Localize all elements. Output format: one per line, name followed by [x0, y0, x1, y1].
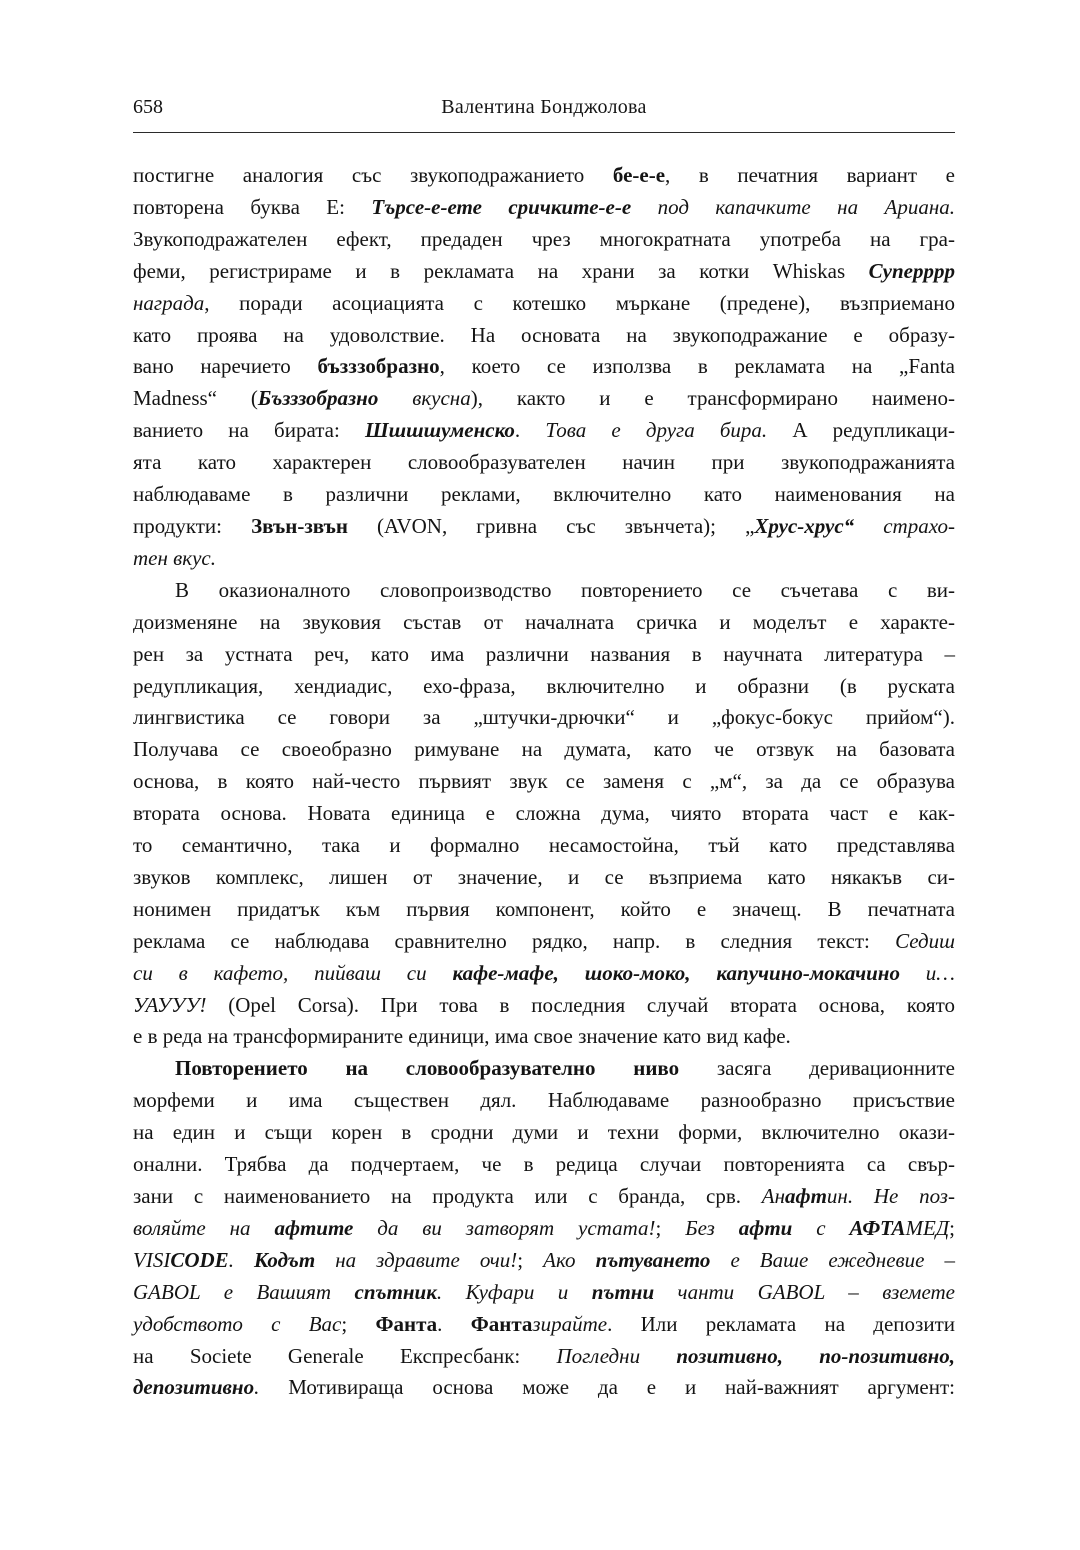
text-segment: В оказионалното словопроизводство повторението се съчетава с ви-: [175, 577, 955, 602]
text-segment: страхо-: [854, 513, 955, 538]
text-line: [133, 798, 955, 830]
text-segment: е Ваше ежедневие –: [710, 1247, 956, 1272]
text-segment: под капачките на Ариана.: [631, 194, 955, 219]
text-segment: звуков комплекс, лишен от значение, и се възприема като някакъв си-: [133, 864, 955, 889]
text-segment: Повторението на словообразувателно ниво: [175, 1056, 680, 1081]
text-segment: Търсе-е-ете сричките-е-е: [371, 194, 632, 219]
paragraph: [133, 1053, 955, 1404]
text-segment: ;: [949, 1215, 955, 1240]
text-segment: лингвистика се говори за „штучки-дрючки“ и „фокус-бокус прийом“).: [133, 705, 955, 730]
text-segment: УАУУУ!: [133, 992, 207, 1017]
text-line: [133, 990, 955, 1022]
paragraph: [133, 575, 955, 1054]
text-segment: редупликация, хендиадис, ехо-фраза, включително и образни (в руската: [133, 673, 955, 698]
text-line: [133, 1309, 955, 1341]
text-segment: афтите: [274, 1215, 354, 1240]
text-line: [133, 256, 955, 288]
text-segment: онални. Трябва да подчертаем, че в редица случаи повторенията са свър-: [133, 1152, 955, 1177]
text-segment: Това е друга бира.: [545, 418, 768, 443]
text-segment: А редупликаци-: [767, 418, 955, 443]
text-segment: Фанта: [470, 1311, 533, 1336]
text-segment: CODE: [170, 1247, 229, 1272]
text-segment: награда: [133, 290, 205, 315]
text-line: [133, 320, 955, 352]
text-segment: с: [792, 1215, 850, 1240]
text-segment: то семантично, така и формално несамостойна, тъй като представлява: [133, 833, 955, 858]
text-segment: вкусна: [378, 386, 471, 411]
text-line: [133, 224, 955, 256]
text-line: [133, 383, 955, 415]
text-line: [133, 1085, 955, 1117]
text-segment: Ако: [543, 1247, 596, 1272]
text-line: [133, 926, 955, 958]
text-segment: морфеми и има съществен дял. Наблюдаваме разнообразно присъствие: [133, 1088, 955, 1113]
text-segment: Погледни: [556, 1343, 677, 1368]
text-segment: е в реда на трансформираните единици, има свое значение като вид кафе.: [133, 1024, 791, 1049]
text-line: [133, 766, 955, 798]
text-segment: афти: [738, 1215, 793, 1240]
text-segment: Звън-звън: [251, 513, 348, 538]
text-segment: повторена буква Е:: [133, 194, 372, 219]
text-segment: GABOL е Вашият: [133, 1279, 355, 1304]
text-segment: . Куфари и: [436, 1279, 592, 1304]
text-segment: бъзззобразно: [317, 354, 440, 379]
text-segment: и…: [899, 960, 955, 985]
text-segment: Madness“ (: [133, 386, 258, 411]
text-segment: ;: [655, 1215, 686, 1240]
text-segment: , поради асоциацията с котешко мъркане (предене), възприемано: [204, 290, 955, 315]
paragraph: [133, 160, 955, 575]
text-segment: VISI: [133, 1247, 171, 1272]
text-segment: .: [514, 418, 546, 443]
text-segment: си в кафето, пийваш си: [133, 960, 453, 985]
text-segment: нонимен придатък към първия компонент, който е значещ. В печатната: [133, 896, 955, 921]
text-segment: пътуването: [595, 1247, 711, 1272]
text-segment: Мотивираща основа може да е и най-важният аргумент:: [288, 1375, 956, 1400]
text-line: [133, 1245, 955, 1277]
text-segment: , в печатния вариант е: [665, 163, 955, 187]
text-segment: пътни: [591, 1279, 655, 1304]
text-segment: зани с наименованието на продукта или с бранда, срв.: [133, 1184, 762, 1208]
text-line: [133, 639, 955, 671]
text-segment: реклама се наблюдава сравнително рядко, напр. в следния текст:: [133, 928, 896, 953]
page-number: 658: [133, 96, 163, 118]
text-segment: спътник: [354, 1279, 437, 1304]
text-segment: на здравите очи!: [315, 1247, 518, 1272]
text-line: [133, 1181, 955, 1213]
text-segment: ванието на бирата:: [133, 418, 365, 443]
text-segment: АФТА: [849, 1215, 906, 1240]
text-segment: като проява на удоволствие. На основата на звукоподражание е образу-: [133, 322, 955, 347]
text-segment: удобството с Вас: [133, 1311, 342, 1336]
text-segment: воляйте на: [133, 1215, 275, 1240]
text-segment: ;: [517, 1247, 544, 1272]
text-line: [133, 1277, 955, 1309]
text-segment: Шшшшуменско: [364, 418, 515, 443]
text-segment: бе-е-е: [612, 163, 666, 187]
text-segment: Фанта: [375, 1311, 438, 1336]
running-head-author: Валентина Бонджолова: [441, 96, 647, 118]
text-segment: Ан: [761, 1184, 786, 1208]
text-segment: Бъзззобразно: [257, 386, 379, 411]
text-segment: .: [254, 1375, 289, 1400]
text-line: [133, 160, 955, 192]
text-segment: ;: [341, 1311, 376, 1336]
text-line: [133, 1149, 955, 1181]
text-line: [133, 1053, 955, 1085]
text-line: [133, 702, 955, 734]
text-segment: МЕД: [905, 1215, 950, 1240]
text-line: [133, 543, 955, 575]
text-segment: .: [228, 1247, 254, 1272]
text-segment: кафе-мафе, шоко-моко, капучино-мокачино: [452, 960, 900, 985]
text-segment: Хрус-хрус“: [754, 513, 855, 538]
text-segment: афт: [785, 1184, 827, 1208]
text-segment: основа, в която най-често първият звук се заменя с „м“, за да се образува: [133, 769, 955, 794]
text-line: [133, 958, 955, 990]
text-line: [133, 1117, 955, 1149]
text-segment: постигне аналогия със звукоподражанието: [133, 163, 613, 187]
text-line: [133, 830, 955, 862]
text-line: [133, 862, 955, 894]
text-segment: тен вкус.: [133, 545, 216, 570]
text-segment: ), както и е трансформирано наимено-: [470, 386, 956, 411]
text-line: [133, 1341, 955, 1373]
text-line: [133, 894, 955, 926]
text-segment: .: [437, 1311, 471, 1336]
text-segment: засяга деривационните: [679, 1056, 955, 1081]
text-segment: да ви затворят устата!: [353, 1215, 656, 1240]
text-line: [133, 415, 955, 447]
text-line: [133, 575, 955, 607]
text-segment: Получава се своеобразно римуване на думата, като че отзвук на базовата: [133, 737, 955, 762]
text-segment: феми, регистрираме и в рекламата на храни за котки Whiskas: [133, 258, 869, 283]
text-segment: втората основа. Новата единица е сложна дума, чиято втората част е как-: [133, 801, 955, 826]
text-segment: рен за устната реч, като има различни названия в научната литература –: [133, 641, 955, 666]
text-line: [133, 288, 955, 320]
text-line: [133, 671, 955, 703]
text-segment: позитивно, по-позитивно,: [676, 1343, 955, 1368]
text-segment: Звукоподражателен ефект, предаден чрез многократната употреба на гра-: [133, 226, 955, 251]
text-line: [133, 1213, 955, 1245]
text-segment: вано наречието: [133, 354, 318, 379]
text-segment: (AVON, гривна със звънчета); „: [347, 513, 755, 538]
text-line: [133, 734, 955, 766]
text-line: [133, 1021, 955, 1053]
text-segment: наблюдаваме в различни реклами, включително като наименования на: [133, 482, 955, 507]
text-segment: Суперррр: [868, 258, 955, 283]
text-segment: . Или рекламата на депозити: [607, 1311, 955, 1336]
text-line: [133, 479, 955, 511]
text-line: [133, 511, 955, 543]
text-segment: зирайте: [532, 1311, 608, 1336]
running-header: [133, 96, 955, 133]
text-line: [133, 351, 955, 383]
text-segment: продукти:: [133, 513, 252, 538]
text-segment: ин. Не поз-: [826, 1184, 955, 1208]
text-segment: депозитивно: [133, 1375, 255, 1400]
text-segment: на един и същи корен в сродни думи и техни форми, включително окази-: [133, 1120, 955, 1145]
text-segment: доизменяне на звуковия състав от началната сричка и моделът е характе-: [133, 609, 955, 634]
text-segment: Седиш: [895, 928, 955, 953]
text-segment: чанти GABOL – вземете: [654, 1279, 955, 1304]
article-body: [133, 160, 955, 1404]
text-segment: ята като характерен словообразувателен начин при звукоподражанията: [133, 450, 955, 475]
text-segment: Без: [685, 1215, 739, 1240]
text-segment: (Opel Corsa). При това в последния случай втората основа, която: [206, 992, 955, 1017]
text-segment: , което се използва в рекламата на „Fanta: [439, 354, 955, 379]
text-segment: Кодът: [253, 1247, 316, 1272]
text-segment: на Societe Generale Експресбанк:: [133, 1343, 557, 1368]
text-line: [133, 1372, 955, 1404]
text-line: [133, 192, 955, 224]
text-line: [133, 607, 955, 639]
text-line: [133, 447, 955, 479]
